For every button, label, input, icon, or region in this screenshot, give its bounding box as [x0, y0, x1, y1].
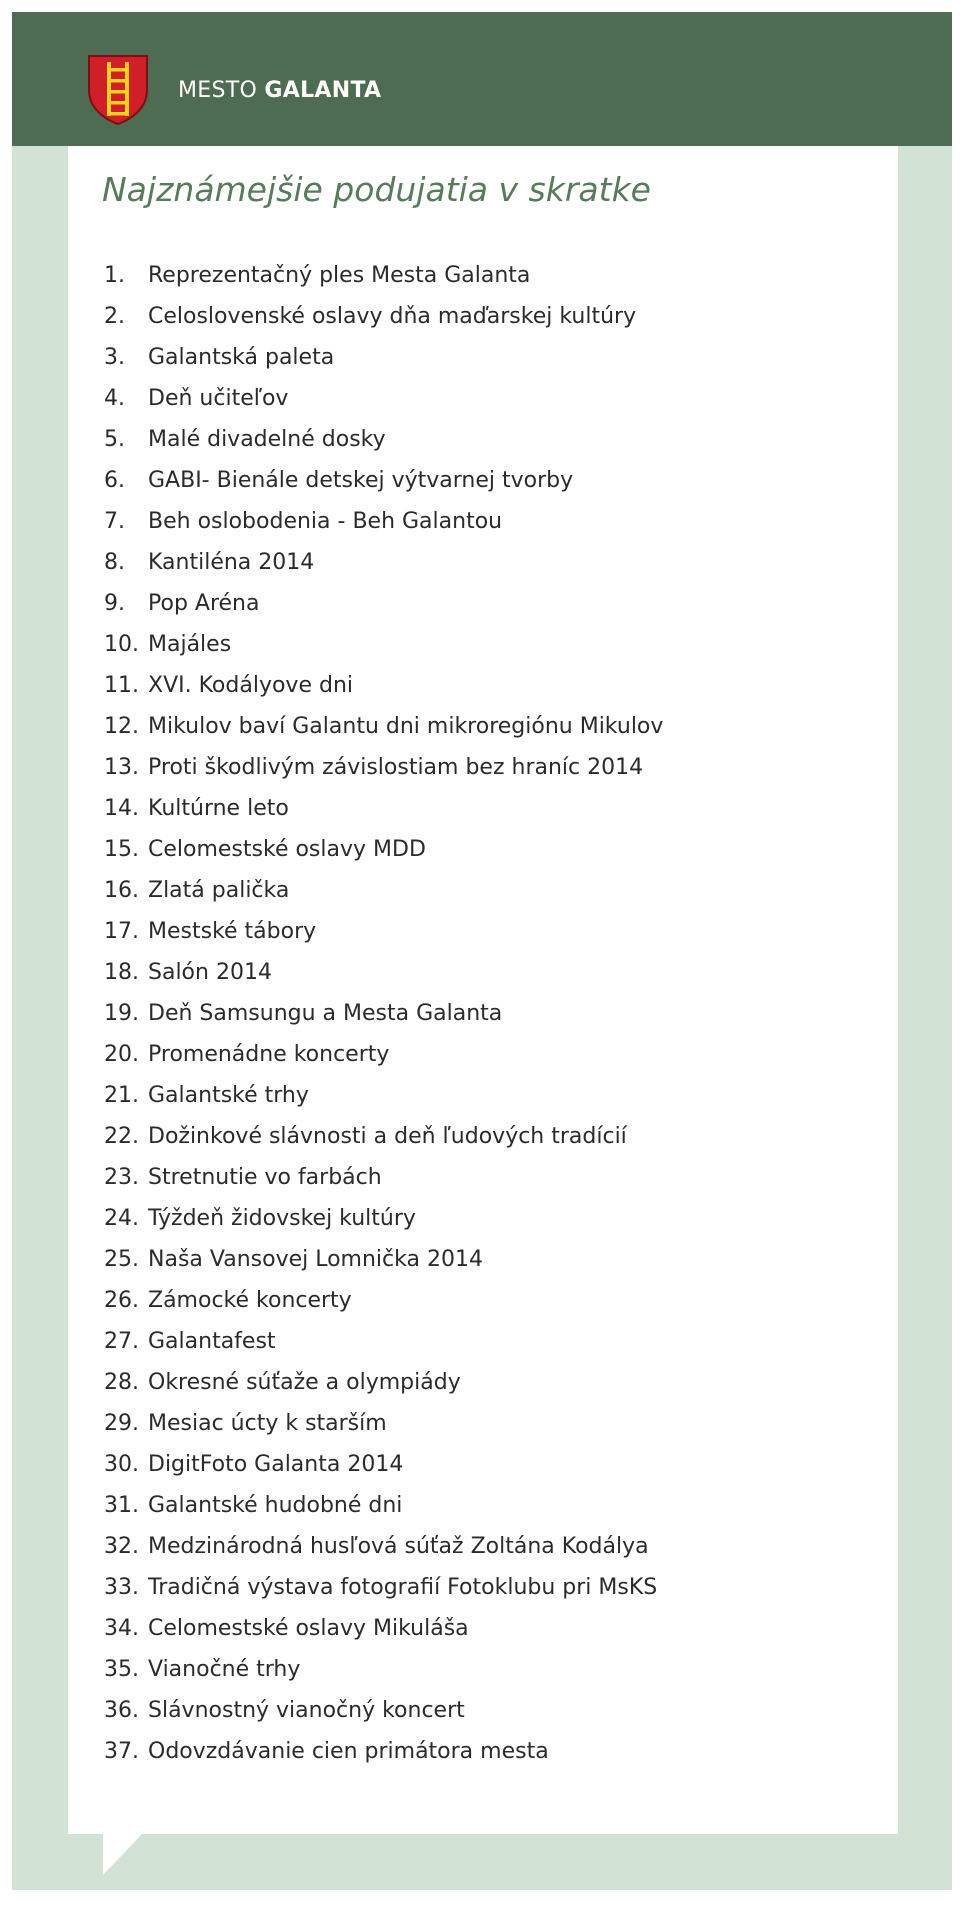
list-item: [104, 957, 663, 998]
brand-prefix: MESTO: [178, 78, 258, 103]
list-item-label: Tradičná výstava fotografií Fotoklubu pri MsKS: [148, 1575, 658, 1600]
list-item-number: 34.: [104, 1616, 139, 1641]
list-item: [104, 1654, 663, 1695]
list-item-label: Galantafest: [148, 1329, 276, 1354]
list-item-number: 24.: [104, 1206, 139, 1231]
list-item: [104, 1613, 663, 1654]
list-item-label: Pop Aréna: [148, 591, 260, 616]
list-item-label: Medzinárodná husľová súťaž Zoltána Kodálya: [148, 1534, 649, 1559]
list-item-number: 14.: [104, 796, 139, 821]
list-item-number: 27.: [104, 1329, 139, 1354]
list-item-label: Deň Samsungu a Mesta Galanta: [148, 1001, 503, 1026]
list-item-number: 15.: [104, 837, 139, 862]
list-item: [104, 383, 663, 424]
list-item-label: Deň učiteľov: [148, 386, 289, 411]
list-item-label: Celomestské oslavy MDD: [148, 837, 426, 862]
list-item-label: Zlatá palička: [148, 878, 290, 903]
list-item-label: Mesiac úcty k starším: [148, 1411, 387, 1436]
list-item-label: GABI- Bienále detskej výtvarnej tvorby: [148, 468, 574, 493]
list-item-number: 8.: [104, 550, 125, 575]
list-item: [104, 711, 663, 752]
list-item: [104, 1121, 663, 1162]
list-item: [104, 1572, 663, 1613]
list-item-number: 26.: [104, 1288, 139, 1313]
list-item-number: 35.: [104, 1657, 139, 1682]
list-item-label: Okresné súťaže a olympiády: [148, 1370, 461, 1395]
list-item: [104, 629, 663, 670]
list-item: [104, 547, 663, 588]
list-item-number: 36.: [104, 1698, 139, 1723]
city-coat-of-arms-icon: [85, 52, 151, 126]
list-item-number: 16.: [104, 878, 139, 903]
list-item-number: 29.: [104, 1411, 139, 1436]
list-item: [104, 1326, 663, 1367]
list-item-label: Majáles: [148, 632, 232, 657]
list-item-number: 2.: [104, 304, 125, 329]
list-item-number: 23.: [104, 1165, 139, 1190]
list-item: [104, 1695, 663, 1736]
list-item: [104, 1203, 663, 1244]
list-item-label: Kantiléna 2014: [148, 550, 315, 575]
list-item: [104, 1285, 663, 1326]
list-item-number: 19.: [104, 1001, 139, 1026]
list-item: [104, 1531, 663, 1572]
list-item-number: 37.: [104, 1739, 139, 1764]
list-item: [104, 1408, 663, 1449]
list-item-number: 32.: [104, 1534, 139, 1559]
list-item-number: 25.: [104, 1247, 139, 1272]
list-item-label: Galantské hudobné dni: [148, 1493, 403, 1518]
list-item-label: Zámocké koncerty: [148, 1288, 352, 1313]
list-item-label: DigitFoto Galanta 2014: [148, 1452, 404, 1477]
list-item-label: Celoslovenské oslavy dňa maďarskej kultúry: [148, 304, 637, 329]
list-item-number: 5.: [104, 427, 125, 452]
list-item-number: 22.: [104, 1124, 139, 1149]
list-item-number: 28.: [104, 1370, 139, 1395]
list-item-number: 4.: [104, 386, 125, 411]
list-item: [104, 301, 663, 342]
list-item-number: 7.: [104, 509, 125, 534]
list-item-label: Reprezentačný ples Mesta Galanta: [148, 263, 531, 288]
list-item-number: 30.: [104, 1452, 139, 1477]
list-item: [104, 506, 663, 547]
list-item: [104, 1367, 663, 1408]
list-item: [104, 1490, 663, 1531]
list-item-number: 10.: [104, 632, 139, 657]
brand-name: GALANTA: [264, 78, 382, 103]
list-item-label: Malé divadelné dosky: [148, 427, 386, 452]
list-item: [104, 465, 663, 506]
list-item-label: Dožinkové slávnosti a deň ľudových tradícií: [148, 1124, 627, 1149]
list-item-number: 11.: [104, 673, 139, 698]
list-item-number: 17.: [104, 919, 139, 944]
list-item-label: Kultúrne leto: [148, 796, 289, 821]
list-item-label: Salón 2014: [148, 960, 272, 985]
event-list: [104, 260, 663, 1777]
header-bar: [12, 12, 952, 146]
list-item-label: Slávnostný vianočný koncert: [148, 1698, 465, 1723]
list-item-number: 20.: [104, 1042, 139, 1067]
list-item: [104, 260, 663, 301]
list-item-label: XVI. Kodályove dni: [148, 673, 353, 698]
list-item-label: Vianočné trhy: [148, 1657, 301, 1682]
list-item: [104, 424, 663, 465]
list-item-label: Proti škodlivým závislostiam bez hraníc 2014: [148, 755, 644, 780]
list-item: [104, 670, 663, 711]
list-item-number: 21.: [104, 1083, 139, 1108]
list-item-number: 18.: [104, 960, 139, 985]
list-item: [104, 1736, 663, 1777]
list-item-label: Týždeň židovskej kultúry: [148, 1206, 416, 1231]
list-item: [104, 588, 663, 629]
list-item: [104, 1244, 663, 1285]
list-item: [104, 834, 663, 875]
list-item: [104, 916, 663, 957]
list-item-label: Galantská paleta: [148, 345, 335, 370]
list-item-number: 13.: [104, 755, 139, 780]
list-item: [104, 1039, 663, 1080]
speech-bubble-tail: [103, 1833, 143, 1875]
list-item-label: Mikulov baví Galantu dni mikroregiónu Mikulov: [148, 714, 664, 739]
list-item: [104, 793, 663, 834]
list-item-label: Celomestské oslavy Mikuláša: [148, 1616, 469, 1641]
list-item-number: 3.: [104, 345, 125, 370]
list-item-number: 31.: [104, 1493, 139, 1518]
list-item-number: 12.: [104, 714, 139, 739]
list-item: [104, 1449, 663, 1490]
list-item: [104, 998, 663, 1039]
city-brand: [178, 80, 381, 102]
list-item: [104, 752, 663, 793]
list-item: [104, 875, 663, 916]
list-item-number: 1.: [104, 263, 125, 288]
list-item-label: Mestské tábory: [148, 919, 317, 944]
list-item: [104, 1162, 663, 1203]
list-item-number: 6.: [104, 468, 125, 493]
list-item-label: Stretnutie vo farbách: [148, 1165, 382, 1190]
page-title: Najznámejšie podujatia v skratke: [102, 170, 651, 209]
list-item-label: Beh oslobodenia - Beh Galantou: [148, 509, 503, 534]
list-item-label: Odovzdávanie cien primátora mesta: [148, 1739, 549, 1764]
list-item: [104, 1080, 663, 1121]
list-item-label: Promenádne koncerty: [148, 1042, 390, 1067]
list-item-number: 9.: [104, 591, 125, 616]
list-item-label: Galantské trhy: [148, 1083, 309, 1108]
list-item-number: 33.: [104, 1575, 139, 1600]
list-item: [104, 342, 663, 383]
list-item-label: Naša Vansovej Lomnička 2014: [148, 1247, 483, 1272]
